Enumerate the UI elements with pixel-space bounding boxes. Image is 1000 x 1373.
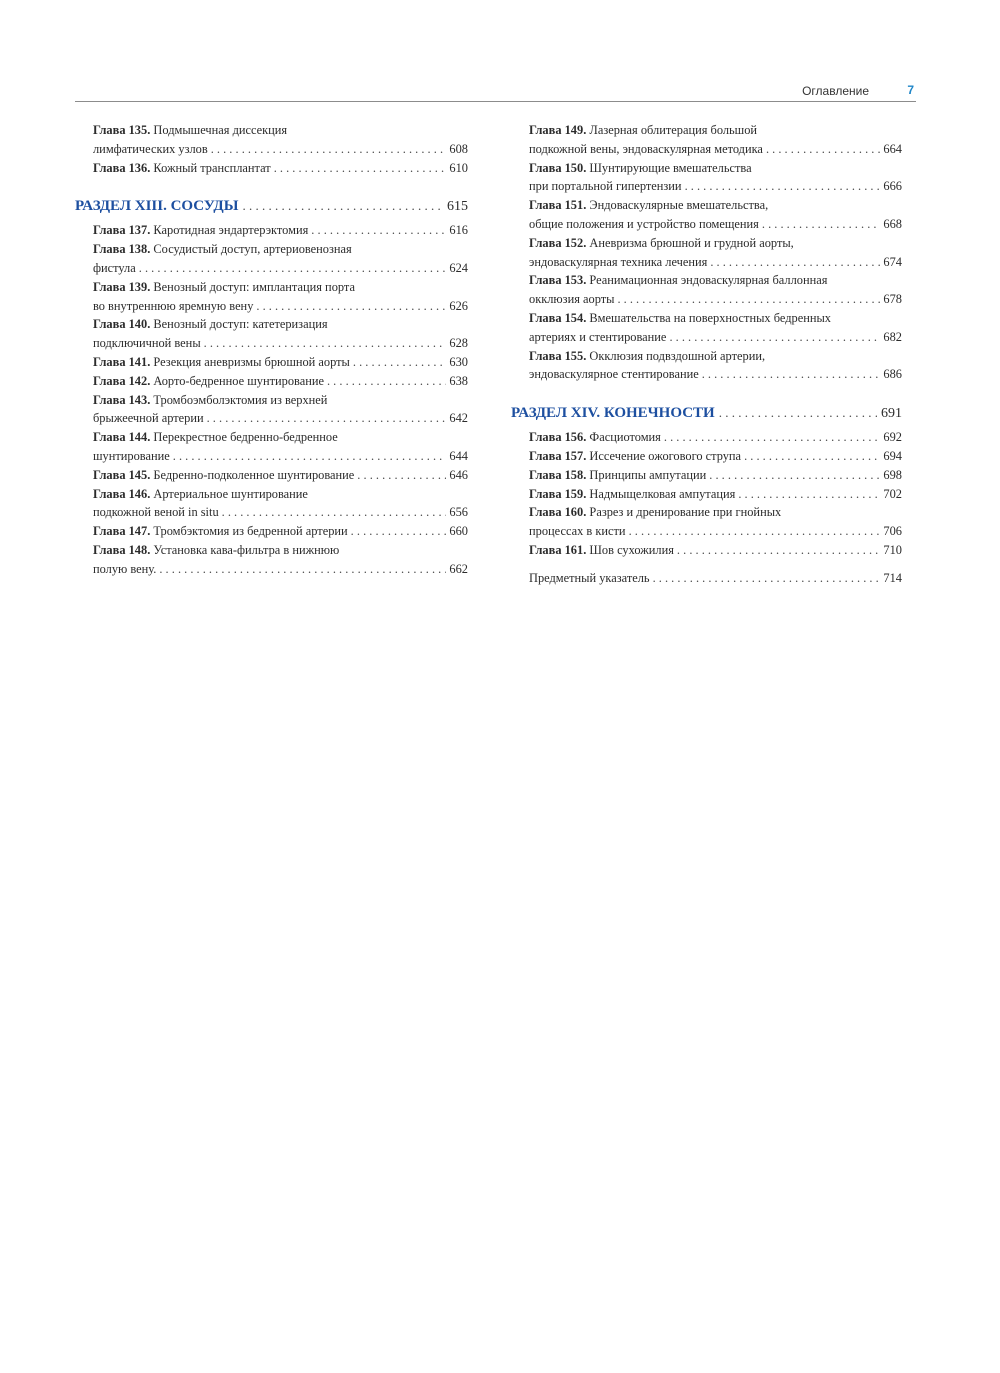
toc-chapter-entry[interactable] — [529, 485, 902, 504]
chapter-title-text: Иссечение ожогового струпа — [589, 448, 742, 463]
leader-dots — [738, 485, 880, 504]
toc-chapter-entry[interactable] — [529, 309, 902, 347]
section-title: РАЗДЕЛ XIII. СОСУДЫ — [75, 198, 239, 215]
toc-line — [529, 485, 902, 504]
chapter-label: Глава 140. — [93, 317, 151, 332]
toc-right-column — [511, 121, 902, 588]
chapter-page: 608 — [449, 141, 468, 156]
chapter-title-text: общие положения и устройство помещения — [529, 216, 759, 231]
toc-left-column — [75, 121, 468, 579]
chapter-page: 616 — [449, 223, 468, 238]
toc-line — [529, 159, 902, 178]
leader-dots — [702, 365, 881, 384]
toc-line — [529, 309, 902, 328]
leader-dots — [274, 159, 447, 178]
toc-chapter-entry[interactable] — [93, 159, 468, 178]
leader-dots — [222, 503, 447, 522]
leader-dots — [173, 447, 447, 466]
chapter-label: Глава 138. — [93, 242, 151, 257]
toc-line — [529, 522, 902, 541]
chapter-title-text: брыжеечной артерии — [93, 411, 204, 426]
chapter-title-text: во внутреннюю яремную вену — [93, 298, 254, 313]
toc-line — [529, 177, 902, 196]
chapter-title-text: Сосудистый доступ, артериовенозная — [153, 242, 352, 257]
toc-index-entry[interactable] — [529, 569, 902, 588]
chapter-page: 610 — [449, 160, 468, 175]
running-header — [75, 83, 916, 102]
chapter-title-text: эндоваскулярное стентирование — [529, 367, 699, 382]
toc-line — [93, 372, 468, 391]
toc-line — [93, 428, 468, 447]
chapter-title-text: Надмыщелковая ампутация — [589, 486, 736, 501]
chapter-label: Глава 150. — [529, 160, 587, 175]
chapter-title-text: подкожной веной in situ — [93, 505, 219, 520]
chapter-page: 674 — [883, 254, 902, 269]
chapter-title-text: процессах в кисти — [529, 524, 626, 539]
toc-chapter-entry[interactable] — [93, 522, 468, 541]
toc-line — [93, 121, 468, 140]
section-page: 691 — [881, 406, 902, 422]
toc-line — [529, 541, 902, 560]
chapter-label: Глава 135. — [93, 123, 151, 137]
toc-line — [529, 428, 902, 447]
chapter-label: Глава 144. — [93, 430, 151, 445]
chapter-label: Глава 147. — [93, 524, 151, 539]
chapter-title-text: Кожный трансплантат — [153, 160, 271, 175]
toc-line — [93, 278, 468, 297]
chapter-title-text: фистула — [93, 260, 136, 275]
toc-line — [93, 334, 468, 353]
chapter-page: 626 — [449, 298, 468, 313]
chapter-page: 692 — [883, 430, 902, 445]
chapter-page: 638 — [449, 373, 468, 388]
toc-chapter-entry[interactable] — [529, 196, 902, 234]
leader-dots — [709, 466, 880, 485]
section-page: 615 — [447, 199, 468, 215]
chapter-title-text: Разрез и дренирование при гнойных — [589, 505, 782, 520]
toc-left-chapters — [93, 221, 468, 578]
chapter-page: 644 — [449, 448, 468, 463]
leader-dots — [204, 334, 447, 353]
leader-dots — [629, 522, 881, 541]
chapter-page: 702 — [883, 486, 902, 501]
chapter-title-text: Венозный доступ: имплантация порта — [153, 279, 355, 294]
toc-line — [529, 290, 902, 309]
chapter-title-text: шунтирование — [93, 448, 170, 463]
leader-dots — [719, 401, 877, 425]
chapter-page: 682 — [883, 329, 902, 344]
leader-dots — [311, 221, 446, 240]
chapter-title-text: Тромбэктомия из бедренной артерии — [153, 524, 348, 539]
leader-dots — [664, 428, 881, 447]
chapter-page: 664 — [883, 141, 902, 156]
chapter-page: 678 — [883, 292, 902, 307]
chapter-title-text: окклюзия аорты — [529, 292, 615, 307]
toc-chapter-entry[interactable] — [529, 271, 902, 309]
toc-line — [529, 447, 902, 466]
leader-dots — [669, 328, 880, 347]
chapter-title-text: Аневризма брюшной и грудной аорты, — [589, 235, 794, 250]
toc-chapter-entry[interactable] — [529, 121, 902, 159]
leader-dots — [766, 140, 880, 159]
toc-chapter-entry[interactable] — [529, 347, 902, 385]
chapter-title-text: подключичной вены — [93, 336, 201, 351]
chapter-label: Глава 136. — [93, 160, 151, 175]
toc-line — [93, 259, 468, 278]
toc-section-xiii[interactable] — [75, 194, 468, 218]
chapter-page: 646 — [449, 467, 468, 482]
toc-line — [93, 140, 468, 159]
leader-dots — [744, 447, 880, 466]
toc-chapter-entry[interactable] — [529, 503, 902, 541]
chapter-page: 628 — [449, 336, 468, 351]
toc-line — [529, 196, 902, 215]
chapter-title-text: полую вену. — [93, 561, 157, 576]
leader-dots — [351, 522, 447, 541]
toc-line — [529, 215, 902, 234]
toc-line — [529, 140, 902, 159]
chapter-title-text: Каротидная эндартерэктомия — [153, 223, 309, 238]
chapter-title-text: Установка кава-фильтра в нижнюю — [153, 542, 340, 557]
chapter-label: Глава 141. — [93, 354, 151, 369]
chapter-title-text: при портальной гипертензии — [529, 179, 682, 194]
toc-chapter-entry[interactable] — [93, 466, 468, 485]
header-page-number: 7 — [907, 83, 914, 97]
toc-line — [93, 315, 468, 334]
leader-dots — [139, 259, 447, 278]
toc-chapter-entry[interactable] — [93, 278, 468, 316]
chapter-label: Глава 155. — [529, 348, 587, 363]
toc-chapter-entry[interactable] — [529, 447, 902, 466]
toc-line — [93, 240, 468, 259]
leader-dots — [327, 372, 446, 391]
toc-left-top-chapters — [93, 121, 468, 177]
chapter-page: 624 — [449, 260, 468, 275]
chapter-page: 656 — [449, 505, 468, 520]
chapter-title-text: Вмешательства на поверхностных бедренных — [589, 310, 831, 325]
chapter-label: Глава 146. — [93, 486, 151, 501]
toc-right-chapters — [529, 428, 902, 560]
chapter-title-text: лимфатических узлов — [93, 141, 208, 156]
chapter-label: Глава 148. — [93, 542, 151, 557]
chapter-page: 630 — [449, 354, 468, 369]
toc-line — [529, 365, 902, 384]
chapter-title-text: Аорто-бедренное шунтирование — [153, 373, 324, 388]
toc-section-xiv[interactable] — [511, 401, 902, 425]
toc-line — [93, 503, 468, 522]
leader-dots — [357, 466, 446, 485]
toc-line — [529, 234, 902, 253]
toc-line — [93, 522, 468, 541]
toc-line — [529, 253, 902, 272]
toc-line — [529, 503, 902, 522]
chapter-title-text: подкожной вены, эндоваскулярная методика — [529, 141, 763, 156]
chapter-title-text: Перекрестное бедренно-бедренное — [153, 430, 338, 445]
chapter-page: 642 — [449, 411, 468, 426]
leader-dots — [256, 297, 446, 316]
toc-line — [93, 353, 468, 372]
chapter-label: Глава 145. — [93, 467, 151, 482]
toc-line — [529, 466, 902, 485]
chapter-label: Глава 142. — [93, 373, 151, 388]
toc-chapter-entry[interactable] — [93, 221, 468, 240]
toc-line — [93, 466, 468, 485]
toc-chapter-entry[interactable] — [93, 315, 468, 353]
section-title: РАЗДЕЛ XIV. КОНЕЧНОСТИ — [511, 405, 715, 422]
chapter-label: Глава 156. — [529, 430, 587, 445]
toc-right-top-chapters — [529, 121, 902, 384]
leader-dots — [242, 194, 443, 218]
leader-dots — [353, 353, 447, 372]
toc-line — [93, 391, 468, 410]
toc-line — [93, 409, 468, 428]
chapter-title-text: Артериальное шунтирование — [153, 486, 308, 501]
chapter-label: Глава 139. — [93, 279, 151, 294]
toc-chapter-entry[interactable] — [529, 541, 902, 560]
chapter-page: 694 — [883, 448, 902, 463]
leader-dots — [762, 215, 881, 234]
toc-line — [93, 485, 468, 504]
toc-chapter-entry[interactable] — [529, 466, 902, 485]
index-title: Предметный указатель — [529, 570, 650, 585]
chapter-label: Глава 153. — [529, 273, 587, 288]
chapter-label: Глава 137. — [93, 223, 151, 238]
toc-line — [93, 447, 468, 466]
toc-line — [93, 159, 468, 178]
toc-line — [93, 541, 468, 560]
leader-dots — [617, 290, 880, 309]
chapter-page: 710 — [883, 542, 902, 557]
toc-chapter-entry[interactable] — [93, 372, 468, 391]
leader-dots — [159, 560, 446, 579]
chapter-page: 698 — [883, 467, 902, 482]
chapter-label: Глава 154. — [529, 310, 587, 325]
toc-chapter-entry[interactable] — [93, 121, 468, 159]
toc-line — [93, 560, 468, 579]
chapter-label: Глава 151. — [529, 198, 587, 213]
chapter-label: Глава 152. — [529, 235, 587, 250]
toc-chapter-entry[interactable] — [93, 391, 468, 429]
chapter-page: 662 — [449, 561, 468, 576]
chapter-label: Глава 161. — [529, 542, 587, 557]
chapter-page: 686 — [883, 367, 902, 382]
leader-dots — [685, 177, 881, 196]
chapter-label: Глава 157. — [529, 448, 587, 463]
chapter-title-text: Шунтирующие вмешательства — [589, 160, 752, 175]
chapter-title-text: Фасциотомия — [589, 430, 661, 445]
chapter-title-text: артериях и стентирование — [529, 329, 667, 344]
toc-chapter-entry[interactable] — [529, 428, 902, 447]
toc-chapter-entry[interactable] — [93, 240, 468, 278]
chapter-title-text: Реанимационная эндоваскулярная баллонная — [589, 273, 828, 288]
chapter-label: Глава 143. — [93, 392, 151, 407]
index-page: 714 — [883, 570, 902, 585]
chapter-label: Глава 159. — [529, 486, 587, 501]
toc-line — [93, 221, 468, 240]
toc-chapter-entry[interactable] — [529, 159, 902, 197]
chapter-title-text: Тромбоэмболэктомия из верхней — [153, 392, 328, 407]
chapter-title-text: Принципы ампутации — [589, 467, 707, 482]
chapter-title-text: Окклюзия подвздошной артерии, — [589, 348, 766, 363]
toc-chapter-entry[interactable] — [529, 234, 902, 272]
chapter-title-text: Эндоваскулярные вмешательства, — [589, 198, 769, 213]
leader-dots — [677, 541, 880, 560]
chapter-label: Глава 149. — [529, 123, 587, 137]
chapter-page: 666 — [883, 179, 902, 194]
chapter-title-text: Бедренно-подколенное шунтирование — [153, 467, 355, 482]
chapter-title-text: Венозный доступ: катетеризация — [153, 317, 328, 332]
leader-dots — [211, 140, 447, 159]
leader-dots — [653, 569, 881, 588]
toc-line — [93, 297, 468, 316]
chapter-title-text: Шов сухожилия — [589, 542, 674, 557]
chapter-title-text: Лазерная облитерация большой — [589, 123, 758, 137]
chapter-page: 660 — [449, 524, 468, 539]
chapter-title-text: Резекция аневризмы брюшной аорты — [153, 354, 350, 369]
chapter-title-text: эндоваскулярная техника лечения — [529, 254, 708, 269]
chapter-label: Глава 160. — [529, 505, 587, 520]
toc-line — [529, 347, 902, 366]
toc-chapter-entry[interactable] — [93, 353, 468, 372]
toc-line — [529, 121, 902, 140]
header-title: Оглавление — [802, 84, 869, 98]
toc-line — [529, 271, 902, 290]
chapter-title-text: Подмышечная диссекция — [153, 123, 288, 137]
toc-chapter-entry[interactable] — [93, 485, 468, 523]
chapter-label: Глава 158. — [529, 467, 587, 482]
toc-chapter-entry[interactable] — [93, 541, 468, 579]
toc-line — [529, 328, 902, 347]
leader-dots — [710, 253, 880, 272]
chapter-page: 706 — [883, 524, 902, 539]
leader-dots — [207, 409, 447, 428]
toc-chapter-entry[interactable] — [93, 428, 468, 466]
chapter-page: 668 — [883, 216, 902, 231]
